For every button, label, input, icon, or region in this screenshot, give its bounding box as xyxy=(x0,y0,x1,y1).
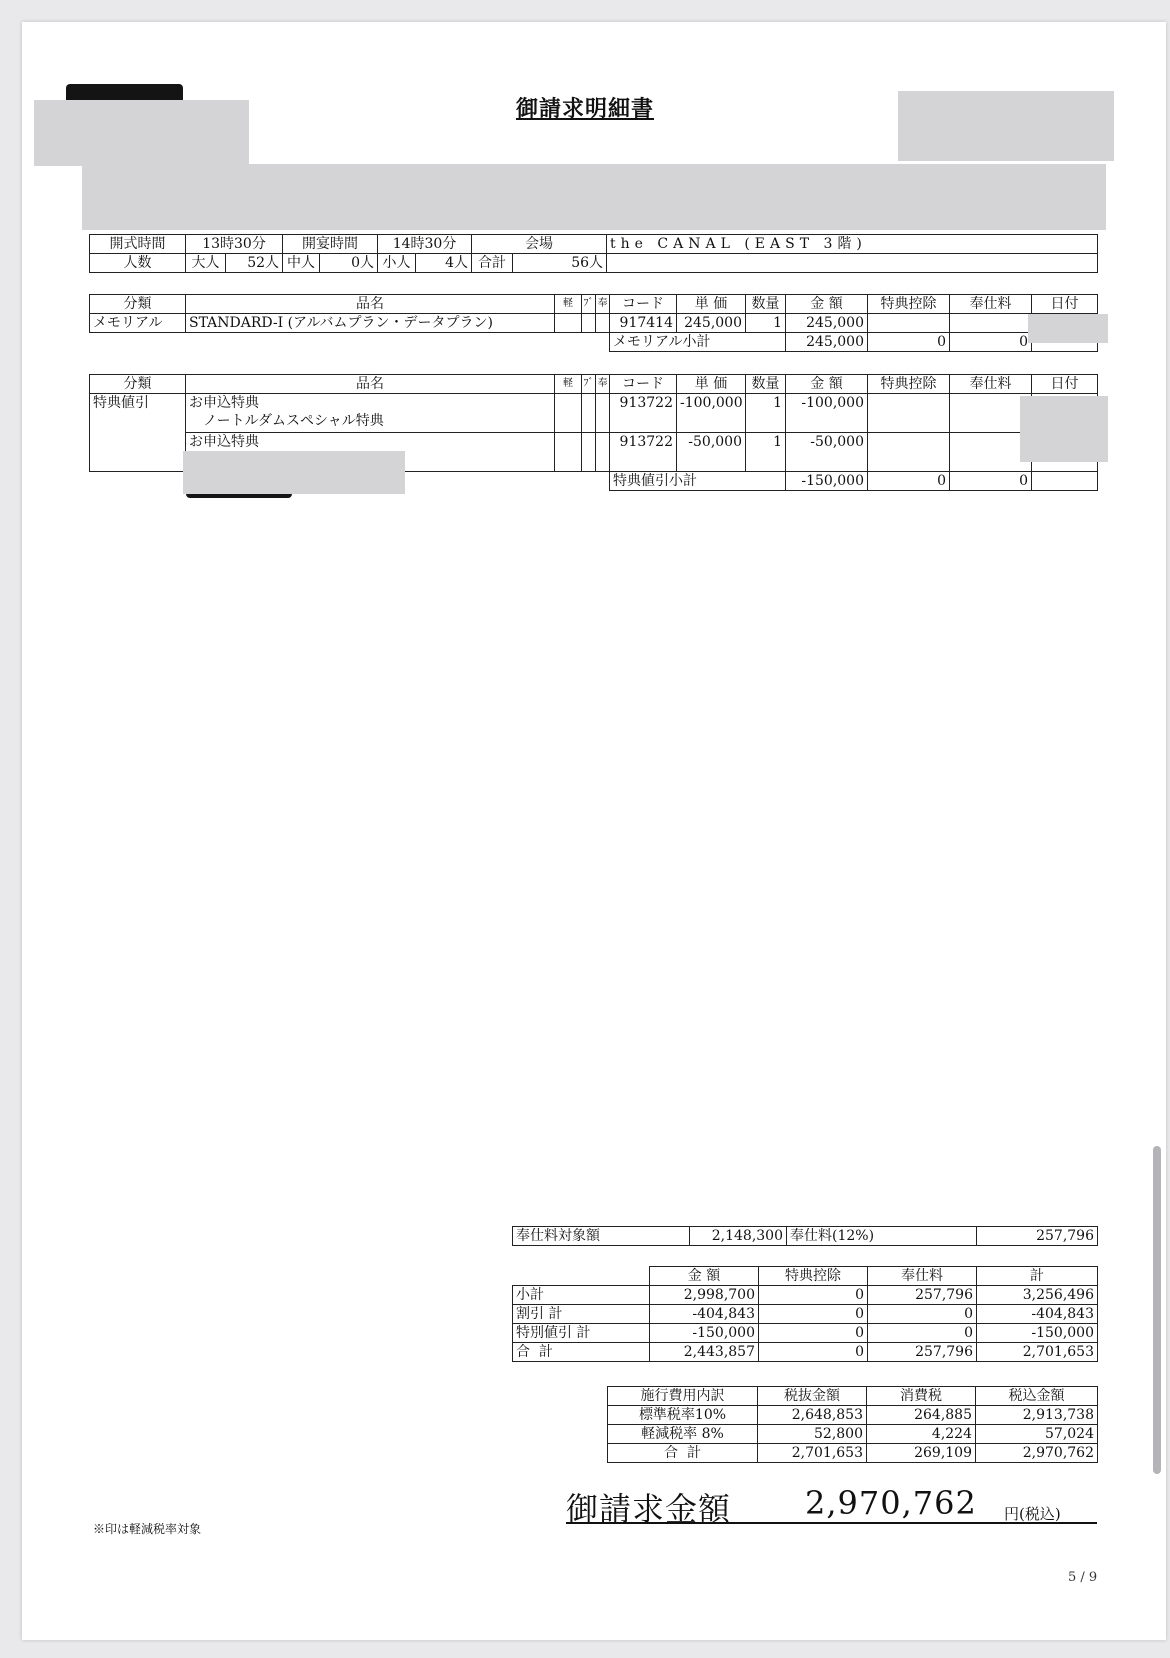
col-service-flag: 奉 xyxy=(596,375,610,394)
row-quantity: 1 xyxy=(746,314,786,333)
reception-time-label: 開宴時間 xyxy=(283,235,378,254)
table-row xyxy=(608,1406,1098,1425)
middle-count: 0人 xyxy=(320,254,378,273)
summary-label: 合 計 xyxy=(513,1343,650,1362)
summary-amount: 2,443,857 xyxy=(650,1343,759,1362)
table-row xyxy=(513,1343,1098,1362)
col-service-charge: 奉仕料 xyxy=(950,375,1032,394)
memorial-subtotal-service: 0 xyxy=(950,333,1032,352)
row-item-name: STANDARD-Ⅰ (アルバムプラン・データプラン) xyxy=(186,314,555,333)
col-quantity: 数量 xyxy=(746,295,786,314)
row-unit-price: -100,000 xyxy=(677,394,746,433)
tax-pre-tax: 2,648,853 xyxy=(758,1406,867,1425)
row-item-name-line2: ノートルダムスペシャル特典 xyxy=(203,413,384,429)
redacted-date xyxy=(1020,396,1108,462)
summary-benefit: 0 xyxy=(759,1343,868,1362)
row-code: 913722 xyxy=(610,394,677,433)
col-total: 計 xyxy=(977,1267,1098,1286)
col-quantity: 数量 xyxy=(746,375,786,394)
document-title: 御請求明細書 xyxy=(515,96,654,122)
col-category: 分類 xyxy=(90,295,186,314)
table-row xyxy=(90,394,1098,433)
summary-total: 3,256,496 xyxy=(977,1286,1098,1305)
row-service xyxy=(950,314,1032,333)
grand-total-amount: 2,970,762 xyxy=(805,1484,977,1522)
col-with-tax: 税込金額 xyxy=(976,1387,1098,1406)
total-guests-label: 合計 xyxy=(472,254,513,273)
grand-total-label: 御請求金額 xyxy=(566,1490,732,1528)
tax-header-row xyxy=(608,1387,1098,1406)
adult-label: 大人 xyxy=(186,254,226,273)
tax-rate-label: 軽減税率 8% xyxy=(608,1425,758,1444)
col-code: コード xyxy=(610,375,677,394)
service-charge-row xyxy=(513,1227,1098,1246)
col-date: 日付 xyxy=(1032,375,1098,394)
reception-time-value: 14時30分 xyxy=(378,235,472,254)
service-charge-table xyxy=(512,1226,1098,1246)
page-indicator: 5 / 9 xyxy=(1068,1570,1098,1585)
summary-total: 2,701,653 xyxy=(977,1343,1098,1362)
summary-label: 割引 計 xyxy=(513,1305,650,1324)
grand-total-unit: 円(税込) xyxy=(1004,1505,1061,1523)
summary-service: 0 xyxy=(868,1305,977,1324)
service-charge-base: 2,148,300 xyxy=(690,1227,787,1246)
col-benefit-deduction: 特典控除 xyxy=(868,295,950,314)
row-amount: -50,000 xyxy=(786,433,868,472)
summary-benefit: 0 xyxy=(759,1286,868,1305)
tax-with-tax: 57,024 xyxy=(976,1425,1098,1444)
tax-pre-tax: 52,800 xyxy=(758,1425,867,1444)
row-amount: 245,000 xyxy=(786,314,868,333)
col-service-flag: 奉 xyxy=(596,295,610,314)
redacted-block xyxy=(183,451,405,494)
col-item-name: 品名 xyxy=(186,295,555,314)
total-guests-count: 56人 xyxy=(513,254,607,273)
memorial-subtotal-label: メモリアル小計 xyxy=(610,333,786,352)
col-consumption-tax: 消費税 xyxy=(867,1387,976,1406)
row-benefit xyxy=(868,314,950,333)
grand-total-underline xyxy=(566,1522,1097,1524)
table-row xyxy=(513,1324,1098,1343)
tax-breakdown-table xyxy=(607,1386,1098,1463)
col-amount: 金 額 xyxy=(786,375,868,394)
memorial-subtotal-amount: 245,000 xyxy=(786,333,868,352)
row-item-name: お申込特典 xyxy=(186,433,555,472)
row-unit-price: 245,000 xyxy=(677,314,746,333)
tax-pre-tax: 2,701,653 xyxy=(758,1444,867,1463)
discount-subtotal-benefit: 0 xyxy=(868,472,950,491)
summary-service: 257,796 xyxy=(868,1286,977,1305)
summary-label: 特別値引 計 xyxy=(513,1324,650,1343)
event-time-row xyxy=(90,235,1098,254)
ceremony-time-label: 開式時間 xyxy=(90,235,186,254)
middle-label: 中人 xyxy=(283,254,320,273)
col-amount: 金 額 xyxy=(786,295,868,314)
col-amount: 金 額 xyxy=(650,1267,759,1286)
service-charge-base-label: 奉仕料対象額 xyxy=(513,1227,690,1246)
row-quantity: 1 xyxy=(746,433,786,472)
guest-count-row xyxy=(90,254,1098,273)
ceremony-time-value: 13時30分 xyxy=(186,235,283,254)
memorial-items-table xyxy=(89,294,1098,352)
summary-table xyxy=(512,1266,1098,1362)
col-pre-tax: 税抜金額 xyxy=(758,1387,867,1406)
col-unit-price: 単 価 xyxy=(677,375,746,394)
col-benefit-deduction: 特典控除 xyxy=(868,375,950,394)
col-bu: ﾌﾞ xyxy=(582,375,596,394)
adult-count: 52人 xyxy=(226,254,283,273)
col-category: 分類 xyxy=(90,375,186,394)
col-reduced: 軽 xyxy=(555,295,582,314)
table-row xyxy=(608,1444,1098,1463)
row-quantity: 1 xyxy=(746,394,786,433)
reduced-tax-footnote: ※印は軽減税率対象 xyxy=(93,1522,202,1536)
summary-amount: 2,998,700 xyxy=(650,1286,759,1305)
redacted-date xyxy=(1028,314,1108,343)
summary-total: -150,000 xyxy=(977,1324,1098,1343)
summary-benefit: 0 xyxy=(759,1324,868,1343)
row-category: メモリアル xyxy=(90,314,186,333)
col-date: 日付 xyxy=(1032,295,1098,314)
summary-header-row xyxy=(513,1267,1098,1286)
col-bu: ﾌﾞ xyxy=(582,295,596,314)
tax-rate-label: 合 計 xyxy=(608,1444,758,1463)
row-amount: -100,000 xyxy=(786,394,868,433)
redacted-block xyxy=(82,164,1106,230)
memorial-header-row xyxy=(90,295,1098,314)
col-benefit-deduction: 特典控除 xyxy=(759,1267,868,1286)
tax-amount: 264,885 xyxy=(867,1406,976,1425)
table-row xyxy=(513,1305,1098,1324)
summary-service: 257,796 xyxy=(868,1343,977,1362)
child-count: 4人 xyxy=(416,254,472,273)
discount-subtotal-label: 特典値引小計 xyxy=(610,472,786,491)
col-item-name: 品名 xyxy=(186,375,555,394)
col-service-charge: 奉仕料 xyxy=(950,295,1032,314)
memorial-subtotal-row xyxy=(90,333,1098,352)
col-service-charge: 奉仕料 xyxy=(868,1267,977,1286)
summary-label: 小計 xyxy=(513,1286,650,1305)
row-unit-price: -50,000 xyxy=(677,433,746,472)
venue-label: 会場 xyxy=(472,235,607,254)
tax-amount: 4,224 xyxy=(867,1425,976,1444)
row-category: 特典値引 xyxy=(90,394,186,472)
col-code: コード xyxy=(610,295,677,314)
summary-service: 0 xyxy=(868,1324,977,1343)
discount-header-row xyxy=(90,375,1098,394)
tax-rate-label: 標準税率10% xyxy=(608,1406,758,1425)
row-code: 917414 xyxy=(610,314,677,333)
tax-amount: 269,109 xyxy=(867,1444,976,1463)
discount-subtotal-service: 0 xyxy=(950,472,1032,491)
table-row xyxy=(608,1425,1098,1444)
summary-amount: -404,843 xyxy=(650,1305,759,1324)
vertical-scrollbar-thumb[interactable] xyxy=(1153,1146,1161,1474)
tax-with-tax: 2,970,762 xyxy=(976,1444,1098,1463)
row-item-name xyxy=(186,394,555,433)
service-charge-rate-label: 奉仕料(12%) xyxy=(787,1227,977,1246)
col-cost-breakdown: 施行費用内訳 xyxy=(608,1387,758,1406)
summary-total: -404,843 xyxy=(977,1305,1098,1324)
row-item-name-line1: お申込特典 xyxy=(189,395,259,411)
summary-benefit: 0 xyxy=(759,1305,868,1324)
tax-with-tax: 2,913,738 xyxy=(976,1406,1098,1425)
col-unit-price: 単 価 xyxy=(677,295,746,314)
guest-count-label: 人数 xyxy=(90,254,186,273)
memorial-subtotal-benefit: 0 xyxy=(868,333,950,352)
summary-amount: -150,000 xyxy=(650,1324,759,1343)
row-code: 913722 xyxy=(610,433,677,472)
table-row xyxy=(513,1286,1098,1305)
table-row xyxy=(90,314,1098,333)
service-charge-amount: 257,796 xyxy=(977,1227,1098,1246)
event-info-table xyxy=(89,234,1098,273)
child-label: 小人 xyxy=(378,254,416,273)
discount-subtotal-amount: -150,000 xyxy=(786,472,868,491)
col-reduced: 軽 xyxy=(555,375,582,394)
venue-value: the CANAL (EAST 3階) xyxy=(607,235,1098,254)
